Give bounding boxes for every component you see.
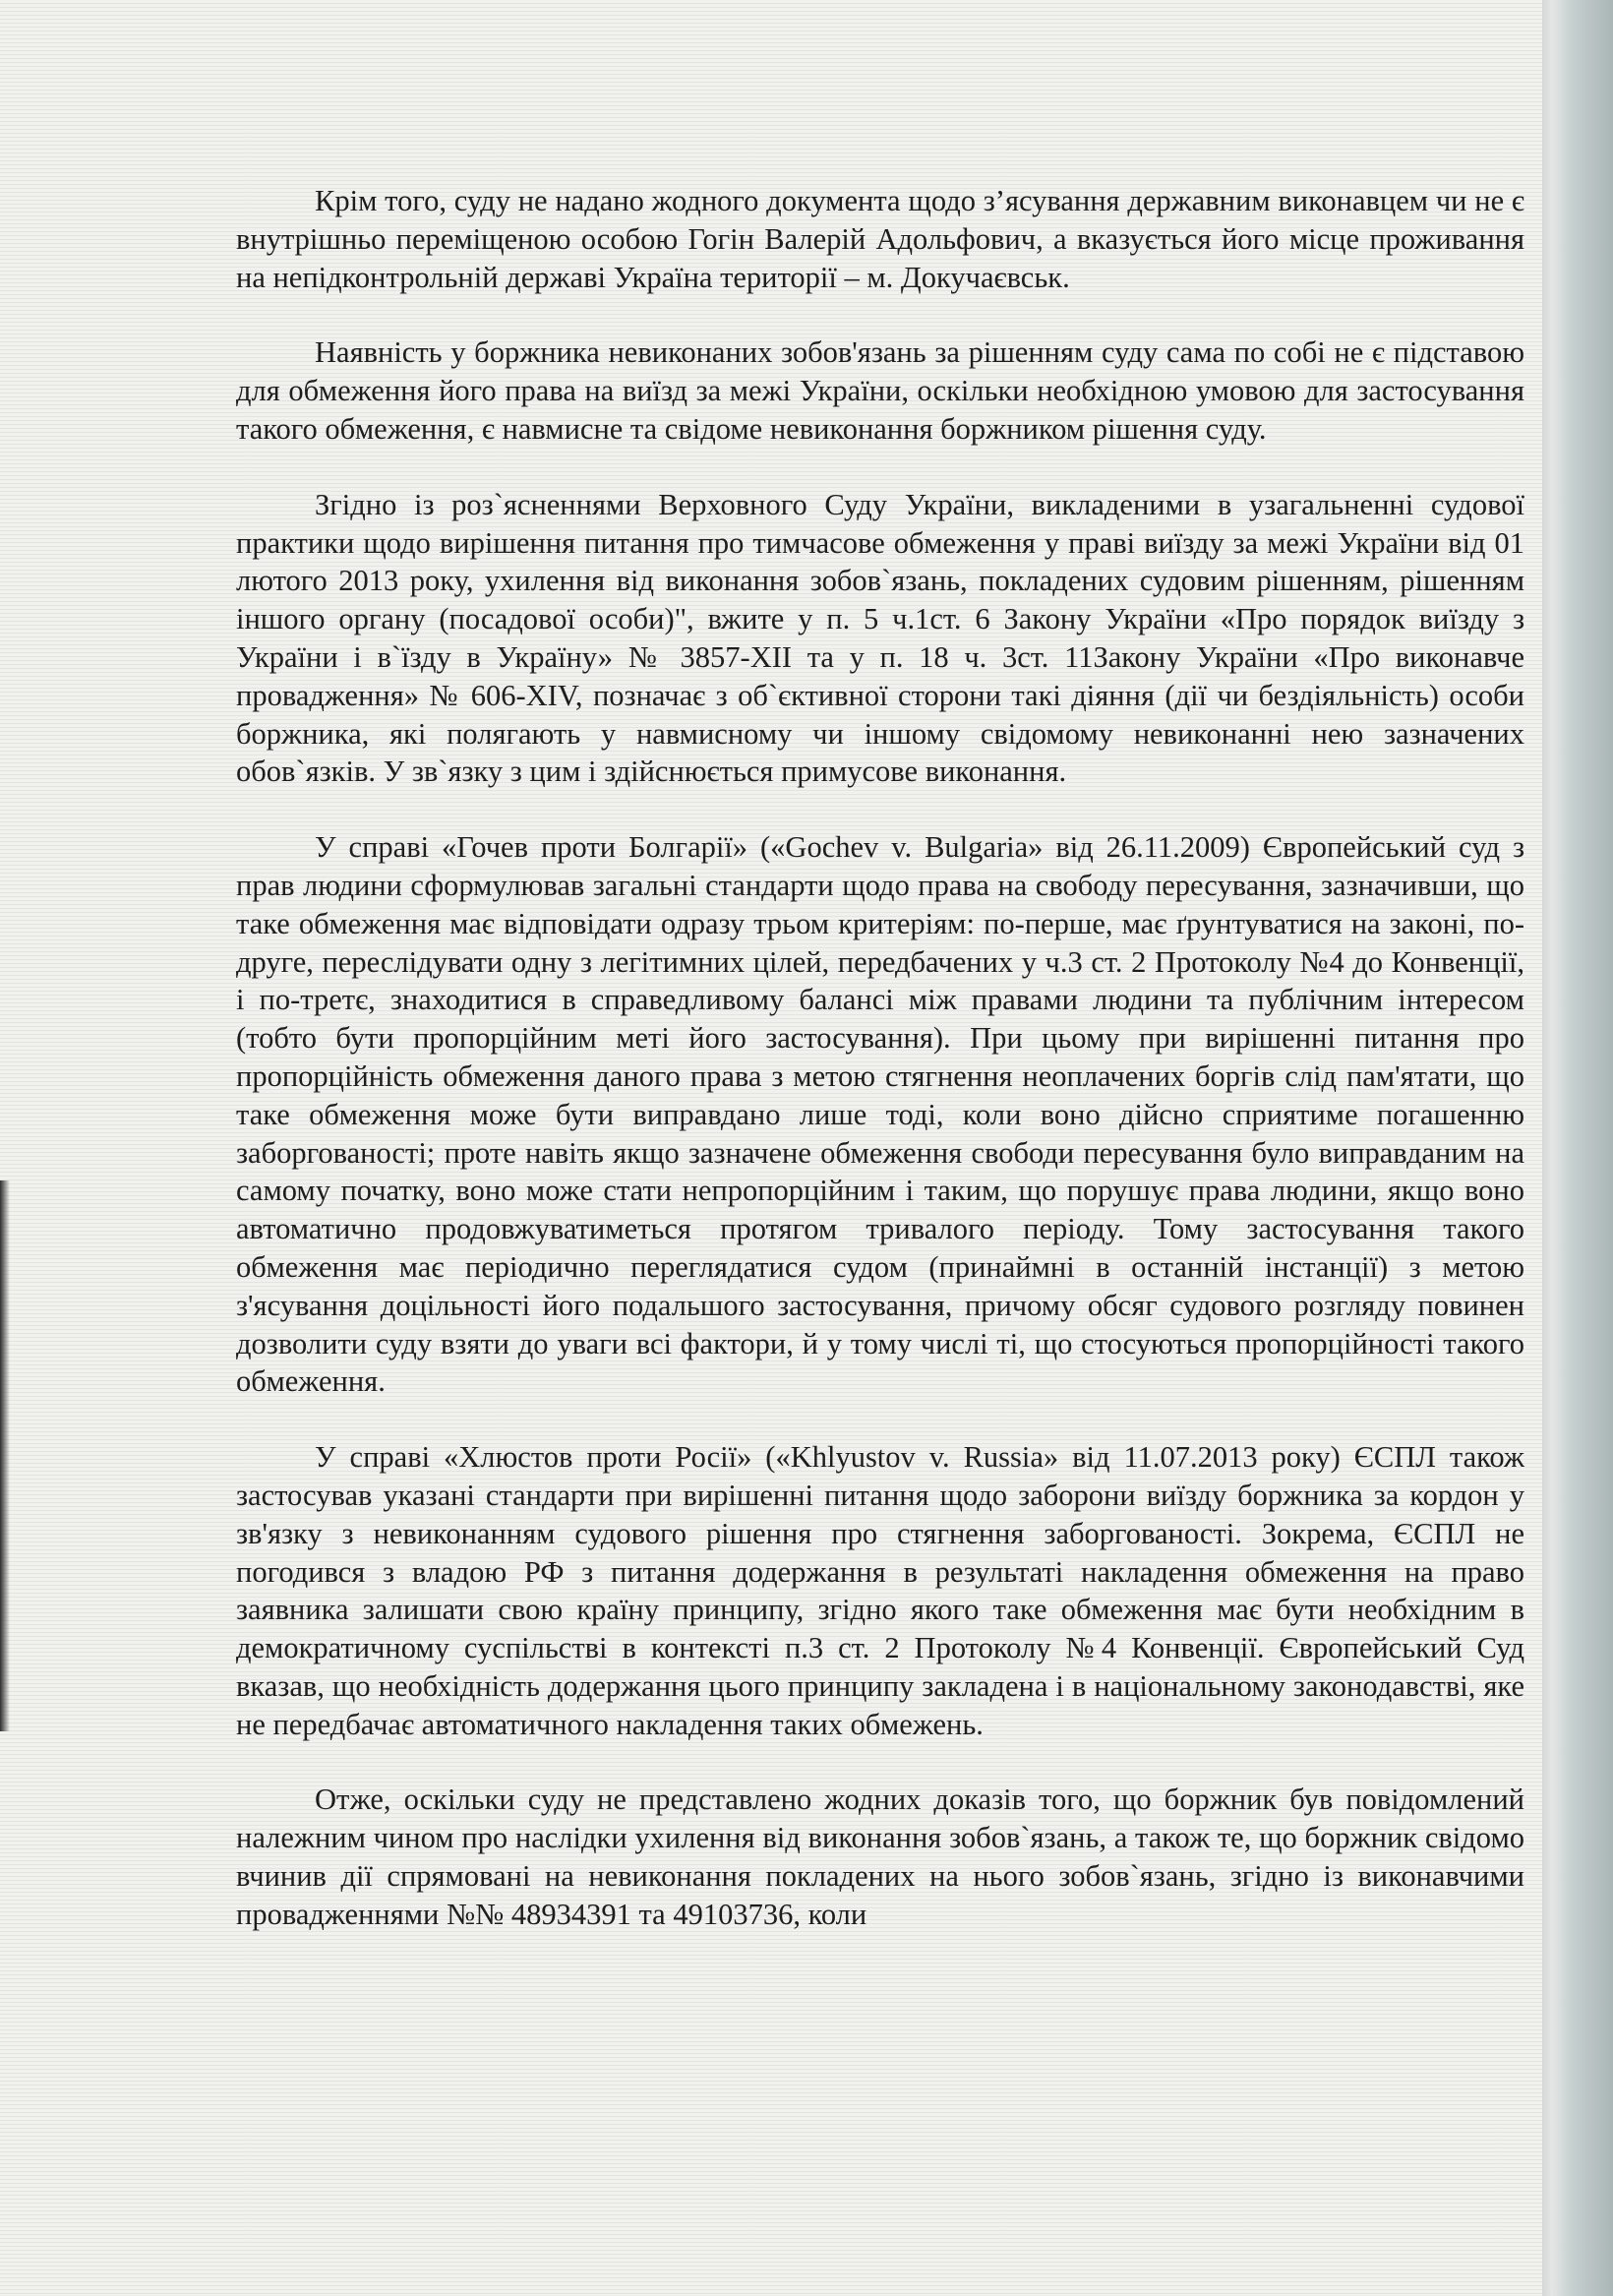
paragraph-6: Отже, оскільки суду не представлено жодних доказів того, що боржник був повідомлений належним чином про наслідки ухилення від виконання зобов`язань, а також те, що боржник свідомо вчинив дії спрямовані на невиконання покладених на нього зобов`язань, згідно із виконавчими провадженнями №№ 48934391 та 49103736, коли bbox=[236, 1782, 1524, 1931]
paragraph-3: Згідно із роз`ясненнями Верховного Суду України, викладеними в узагальненні судової практики щодо вирішення питання про тимчасове обмеження у праві виїзду за межі України від 01 лютого 2013 року, ухилення від виконання зобов`язань, покладених судовим рішенням, рішенням іншого органу (посадової особи)", вжите у п. 5 ч.1ст. 6 Закону України «Про порядок виїзду з України і в`їзду в Україну» № 3857-ХІІ та у п. 18 ч. 3ст. 11Закону України «Про виконавче провадження» № 606-XIV, позначає з об`єктивної сторони такі діяння (дії чи бездіяльність) особи боржника, які полягають у навмисному чи іншому свідомому невиконанні нею зазначених обов`язків. У зв`язку з цим і здійснюється примусове виконання. bbox=[236, 487, 1524, 789]
paragraph-2: Наявність у боржника невиконаних зобов'язань за рішенням суду сама по собі не є підставою для обмеження його права на виїзд за межі України, оскільки необхідною умовою для застосування такого обмеження, є навмисне та свідоме невиконання боржником рішення суду. bbox=[236, 335, 1524, 446]
paragraph-4: У справі «Гочев проти Болгарії» («Gochev v. Bulgaria» від 26.11.2009) Європейський суд з прав людини сформулював загальні стандарти щодо права на свободу пересування, зазначивши, що таке обмеження має відповідати одразу трьом критеріям: по-перше, має ґрунтуватися на законі, по-друге, переслідувати одну з легітимних цілей, передбачених у ч.3 ст. 2 Протоколу №4 до Конвенції, і по-третє, знаходитися в справедливому балансі між правами людини та публічним інтересом (тобто бути пропорційним меті його застосування). При цьому при вирішенні питання про пропорційність обмеження даного права з метою стягнення неоплачених боргів слід пам'ятати, що таке обмеження може бути виправдано лише тоді, коли воно дійсно сприятиме погашенню заборгованості; проте навіть якщо зазначене обмеження свободи пересування було виправданим на самому початку, воно може стати непропорційним і таким, що порушує права людини, якщо воно автоматично продовжуватиметься протягом тривалого періоду. Тому застосування такого обмеження має періодично переглядатися судом (принаймні в останній інстанції) з метою з'ясування доцільності його подальшого застосування, причому обсяг судового розгляду повинен дозволити суду взяти до уваги всі фактори, й у тому числі ті, що стосуються пропорційності такого обмеження. bbox=[236, 830, 1524, 1399]
underlying-page-edge bbox=[1542, 0, 1613, 2296]
document-body bbox=[236, 182, 1524, 1934]
scan-edge-shadow bbox=[0, 1180, 10, 1731]
paragraph-5: У справі «Хлюстов проти Росії» («Khlyustov v. Russia» від 11.07.2013 року) ЄСПЛ також застосував указані стандарти при вирішенні питання щодо заборони виїзду боржника за кордон у зв'язку з невиконанням судового рішення про стягнення заборгованості. Зокрема, ЄСПЛ не погодився з владою РФ з питання додержання в результаті накладення обмеження на право заявника залишати свою країну принципу, згідно якого таке обмеження має бути необхідним в демократичному суспільстві в контексті п.3 ст. 2 Протоколу №4 Конвенції. Європейський Суд вказав, що необхідність додержання цього принципу закладена і в національному законодавстві, яке не передбачає автоматичного накладення таких обмежень. bbox=[236, 1440, 1524, 1741]
paragraph-1: Крім того, суду не надано жодного документа щодо з’ясування державним виконавцем чи не є внутрішньо переміщеною особою Гогін Валерій Адольфович, а вказується його місце проживання на непідконтрольній державі Україна території – м. Докучаєвськ. bbox=[236, 184, 1524, 294]
